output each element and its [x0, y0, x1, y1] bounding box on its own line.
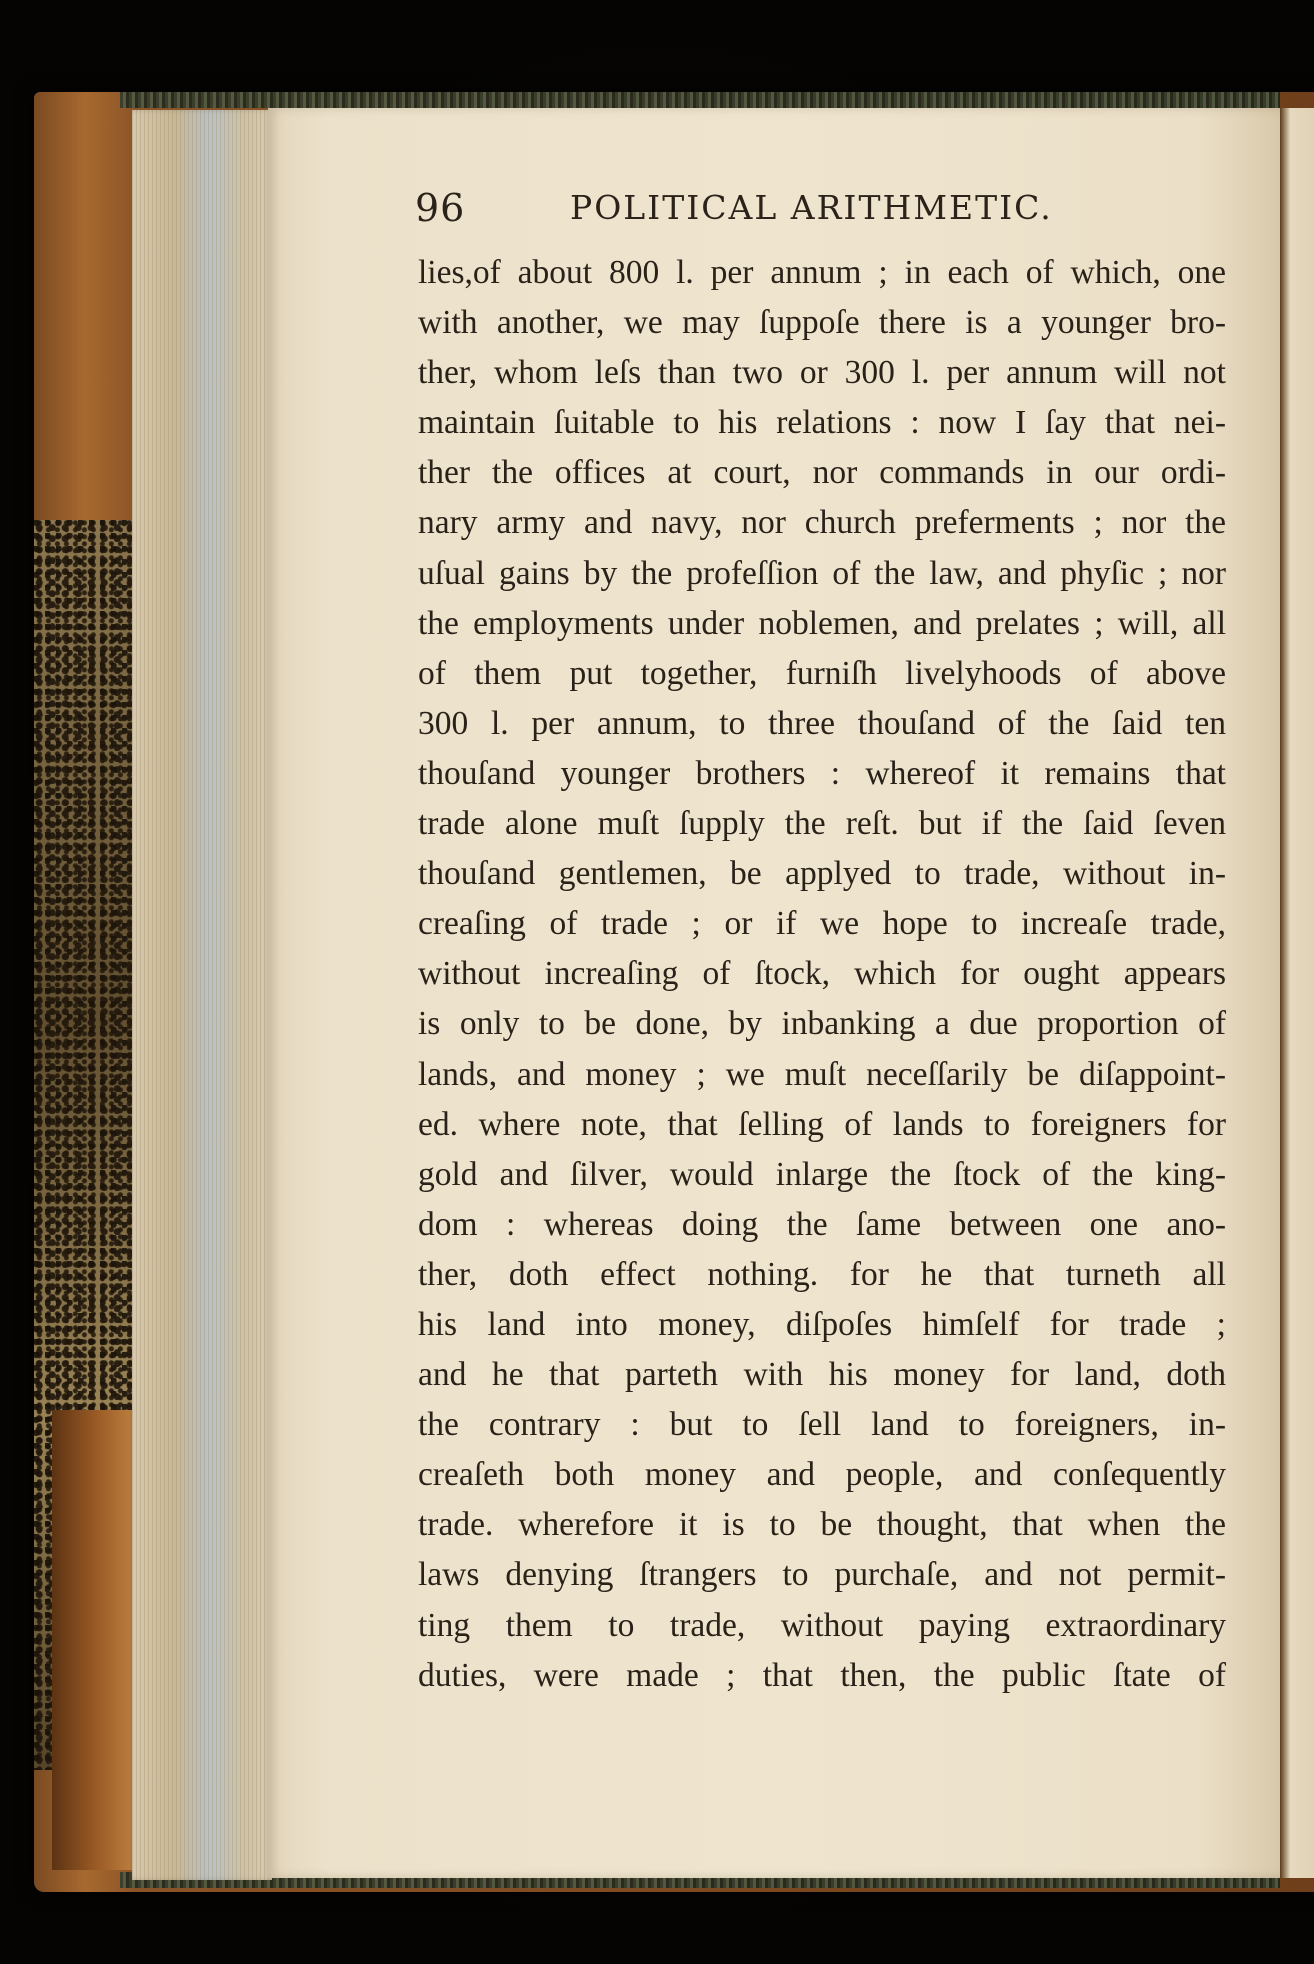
- text-line: thouſand younger brothers : whereof it remains that: [418, 754, 1226, 792]
- text-line: is only to be done, by inbanking a due proportion of: [418, 1005, 1226, 1043]
- text-line: maintain ſuitable to his relations : now I ſay that nei-: [418, 404, 1226, 442]
- text-line: ed. where note, that ſelling of lands to foreigners for: [418, 1105, 1226, 1143]
- text-line: ther, whom leſs than two or 300 l. per annum will not: [418, 354, 1226, 392]
- page-header: [415, 186, 1095, 246]
- text-line: ther the offices at court, nor commands in our ordi-: [418, 454, 1226, 492]
- facing-page-edge: [1280, 108, 1314, 1878]
- text-line: dom : whereas doing the ſame between one ano-: [418, 1205, 1226, 1243]
- text-line: ther, doth effect nothing. for he that turneth all: [418, 1255, 1226, 1293]
- text-line: his land into money, diſpoſes himſelf for trade ;: [418, 1305, 1226, 1343]
- text-line: ting them to trade, without paying extraordinary: [418, 1606, 1226, 1644]
- text-line: the employments under noblemen, and prelates ; will, all: [418, 604, 1226, 642]
- text-line: uſual gains by the profeſſion of the law, and phyſic ; nor: [418, 554, 1226, 592]
- text-line: 300 l. per annum, to three thouſand of the ſaid ten: [418, 704, 1226, 742]
- text-line: creaſing of trade ; or if we hope to increaſe trade,: [418, 905, 1226, 943]
- text-line: with another, we may ſuppoſe there is a younger bro-: [418, 304, 1226, 342]
- text-line: duties, were made ; that then, the public ſtate of: [418, 1656, 1226, 1694]
- body-text: [418, 248, 1226, 1701]
- text-line: of them put together, furniſh livelyhoods of above: [418, 654, 1226, 692]
- running-head: POLITICAL ARITHMETIC.: [570, 188, 1053, 227]
- text-line: lands, and money ; we muſt neceſſarily be diſappoint-: [418, 1055, 1226, 1093]
- page-fore-edge: [132, 110, 272, 1880]
- text-line: nary army and navy, nor church preferments ; nor the: [418, 504, 1226, 542]
- text-line: laws denying ſtrangers to purchaſe, and not permit-: [418, 1556, 1226, 1594]
- text-line: trade. wherefore it is to be thought, that when the: [418, 1506, 1226, 1544]
- binding-top-edge: [120, 92, 1280, 108]
- text-line: gold and ſilver, would inlarge the ſtock of the king-: [418, 1155, 1226, 1193]
- text-line: lies,of about 800 l. per annum ; in each of which, one: [418, 254, 1226, 291]
- text-line: creaſeth both money and people, and conſequently: [418, 1456, 1226, 1494]
- text-line: and he that parteth with his money for land, doth: [418, 1356, 1226, 1394]
- text-line: trade alone muſt ſupply the reſt. but if the ſaid ſeven: [418, 805, 1226, 843]
- page-number: 96: [415, 186, 466, 230]
- text-line: the contrary : but to ſell land to foreigners, in-: [418, 1406, 1226, 1444]
- text-line: thouſand gentlemen, be applyed to trade, without in-: [418, 855, 1226, 893]
- text-line: without increaſing of ſtock, which for ought appears: [418, 955, 1226, 993]
